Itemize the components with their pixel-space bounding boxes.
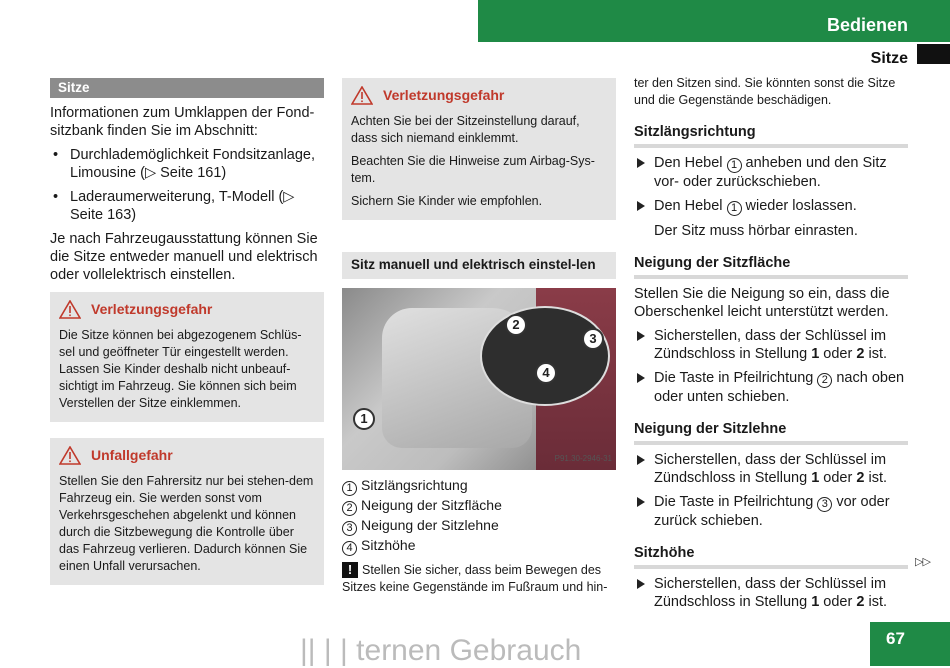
subheading-neigung-sitzflaeche: Neigung der Sitzfläche <box>634 254 908 279</box>
control-detail-inset <box>480 306 610 406</box>
page-number: 67 <box>870 622 950 666</box>
subheading-sitzlaengsrichtung: Sitzlängsrichtung <box>634 123 908 148</box>
section-title: Sitze <box>870 50 908 67</box>
instruction-step: Den Hebel 1 wieder loslassen. <box>634 197 908 216</box>
legend-item: 4 Sitzhöhe <box>342 536 616 556</box>
figure-legend <box>342 476 616 556</box>
warning-text: Stellen Sie den Fahrersitz nur bei stehen-dem Fahrzeug ein. Sie werden sonst vom Verkehrsgeschehen abgelenkt und können durch die Sitzbewegung die Kontrolle über das Fahrzeug verlieren. Dadurch können Sie einen Unfall verursachen. <box>59 474 314 573</box>
instruction-step: Die Taste in Pfeilrichtung 2 nach oben oder unten schieben. <box>634 369 908 406</box>
callout-2: 2 <box>505 314 527 336</box>
list-item: • Laderaumerweiterung, T-Modell (▷ Seite 163) <box>50 188 324 224</box>
instruction-step: Die Taste in Pfeilrichtung 3 vor oder zurück schieben. <box>634 493 908 530</box>
instruction-step: Sicherstellen, dass der Schlüssel im Zündschloss in Stellung 1 oder 2 ist. <box>634 575 908 611</box>
warning-triangle-icon <box>59 446 81 465</box>
instruction-step: Den Hebel 1 anheben und den Sitz vor- oder zurückschieben. <box>634 154 908 191</box>
body-text: Je nach Fahrzeugausstattung können Sie die Sitze entweder manuell und elektrisch oder vollelektrisch einstellen. <box>50 231 318 283</box>
legend-item: 1 Sitzlängsrichtung <box>342 476 616 496</box>
warning-text: Sichern Sie Kinder wie empfohlen. <box>351 194 543 208</box>
warning-title: Unfallgefahr <box>91 447 173 463</box>
warning-triangle-icon <box>59 300 81 319</box>
column-1 <box>50 78 324 585</box>
chapter-title: Bedienen <box>826 15 908 35</box>
warning-box <box>50 292 324 422</box>
watermark-text: || | | ternen Gebrauch <box>300 634 582 667</box>
warning-text: Achten Sie bei der Sitzeinstellung darauf, dass sich niemand einklemmt. <box>351 114 580 145</box>
note-text: ! Stellen Sie sicher, dass beim Bewegen des Sitzes keine Gegenstände im Fußraum und hin- <box>342 562 608 594</box>
body-text: Stellen Sie die Neigung so ein, dass die Oberschenkel leicht unterstützt werden. <box>634 286 890 320</box>
callout-3: 3 <box>582 328 604 350</box>
callout-1: 1 <box>353 408 375 430</box>
instruction-step: Sicherstellen, dass der Schlüssel im Zündschloss in Stellung 1 oder 2 ist. <box>634 327 908 363</box>
warning-title: Verletzungsgefahr <box>383 87 505 103</box>
section-heading: Sitze <box>50 78 324 98</box>
figure-code: P91.30-2946-31 <box>554 454 612 463</box>
subheading-neigung-sitzlehne: Neigung der Sitzlehne <box>634 420 908 445</box>
callout-4: 4 <box>535 362 557 384</box>
exclamation-icon: ! <box>342 562 358 578</box>
column-2 <box>342 78 616 596</box>
legend-item: 2 Neigung der Sitzfläche <box>342 496 616 516</box>
subheading-sitzhoehe: Sitzhöhe <box>634 544 908 569</box>
reference-list <box>50 146 324 224</box>
seat-photo <box>342 288 616 470</box>
legend-item: 3 Neigung der Sitzlehne <box>342 516 616 536</box>
instruction-step: Sicherstellen, dass der Schlüssel im Zündschloss in Stellung 1 oder 2 ist. <box>634 451 908 487</box>
intro-text: Informationen zum Umklappen der Fond-sitzbank finden Sie im Abschnitt: <box>50 105 315 139</box>
warning-box <box>50 438 324 585</box>
chapter-bar <box>478 0 950 42</box>
warning-box <box>342 78 616 220</box>
column-3 <box>634 75 908 611</box>
warning-text: Die Sitze können bei abgezogenem Schlüs-sel und geöffneter Tür eingestellt werden. Lassen Sie Kinder deshalb nicht unbeauf-sichtigt im Fahrzeug. Sie können sich beim Verstellen der Sitze einklemmen. <box>59 328 302 410</box>
continued-text: ter den Sitzen sind. Sie könnten sonst die Sitze und die Gegenstände beschädigen. <box>634 76 896 107</box>
warning-triangle-icon <box>351 86 373 105</box>
result-text: Der Sitz muss hörbar einrasten. <box>654 223 858 239</box>
continued-arrow-icon: ▷▷ <box>915 556 930 568</box>
warning-text: Beachten Sie die Hinweise zum Airbag-Sys-tem. <box>351 154 595 185</box>
section-tab-marker <box>917 44 950 64</box>
warning-title: Verletzungsgefahr <box>91 301 213 317</box>
list-item: • Durchlademöglichkeit Fondsitzanlage, Limousine (▷ Seite 161) <box>50 146 324 182</box>
subsection-heading: Sitz manuell und elektrisch einstel-len <box>342 252 616 279</box>
